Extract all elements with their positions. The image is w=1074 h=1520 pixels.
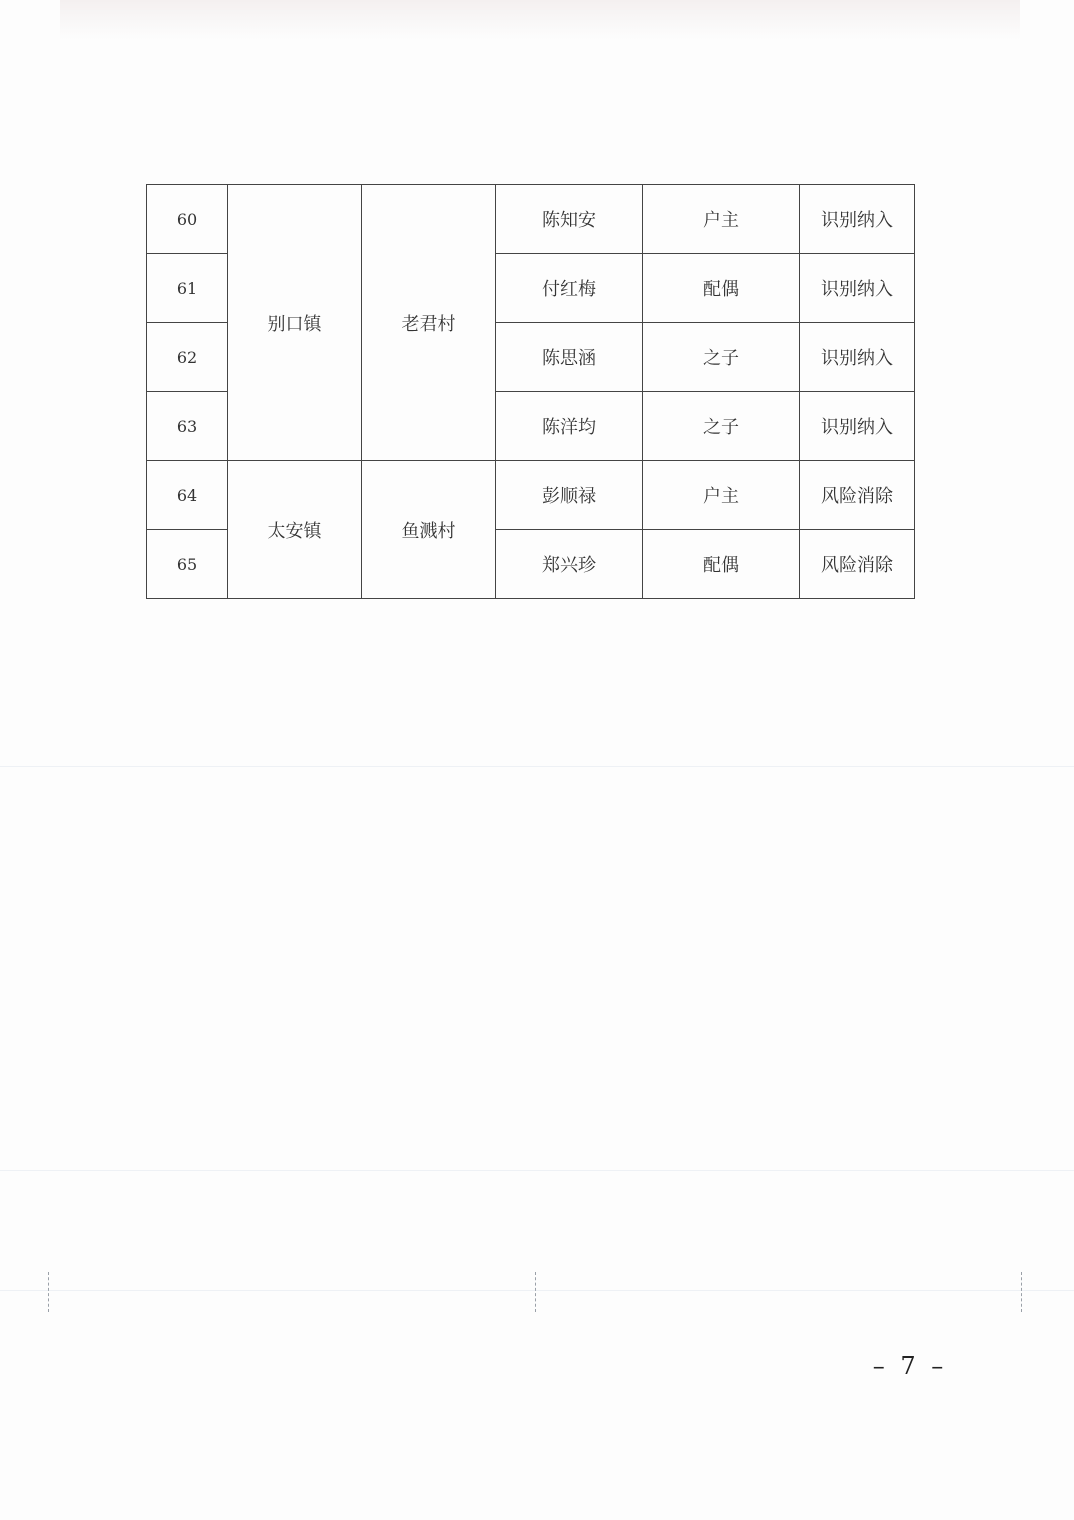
scan-tick-mark — [535, 1272, 537, 1312]
relation-cell: 户主 — [643, 461, 800, 530]
row-number: 64 — [147, 461, 228, 530]
status-cell: 识别纳入 — [800, 185, 915, 254]
status-cell: 风险消除 — [800, 461, 915, 530]
relation-cell: 户主 — [643, 185, 800, 254]
village-cell: 老君村 — [362, 185, 496, 461]
town-cell: 别口镇 — [228, 185, 362, 461]
row-number: 61 — [147, 254, 228, 323]
household-table — [146, 184, 915, 599]
row-number: 62 — [147, 323, 228, 392]
scan-shade — [60, 0, 1020, 40]
page-number: – 7 – — [872, 1352, 948, 1380]
village-cell: 鱼溅村 — [362, 461, 496, 599]
name-cell: 陈知安 — [496, 185, 643, 254]
name-cell: 付红梅 — [496, 254, 643, 323]
name-cell: 郑兴珍 — [496, 530, 643, 599]
town-cell: 太安镇 — [228, 461, 362, 599]
scan-tick-mark — [48, 1272, 50, 1312]
fold-line — [0, 766, 1074, 767]
relation-cell: 配偶 — [643, 254, 800, 323]
name-cell: 彭顺禄 — [496, 461, 643, 530]
name-cell: 陈思涵 — [496, 323, 643, 392]
status-cell: 风险消除 — [800, 530, 915, 599]
fold-line — [0, 1290, 1074, 1291]
row-number: 63 — [147, 392, 228, 461]
row-number: 60 — [147, 185, 228, 254]
name-cell: 陈洋均 — [496, 392, 643, 461]
fold-line — [0, 1170, 1074, 1171]
table-row — [147, 461, 915, 530]
relation-cell: 配偶 — [643, 530, 800, 599]
table-row — [147, 185, 915, 254]
relation-cell: 之子 — [643, 392, 800, 461]
status-cell: 识别纳入 — [800, 392, 915, 461]
status-cell: 识别纳入 — [800, 254, 915, 323]
scan-tick-mark — [1021, 1272, 1023, 1312]
status-cell: 识别纳入 — [800, 323, 915, 392]
relation-cell: 之子 — [643, 323, 800, 392]
row-number: 65 — [147, 530, 228, 599]
